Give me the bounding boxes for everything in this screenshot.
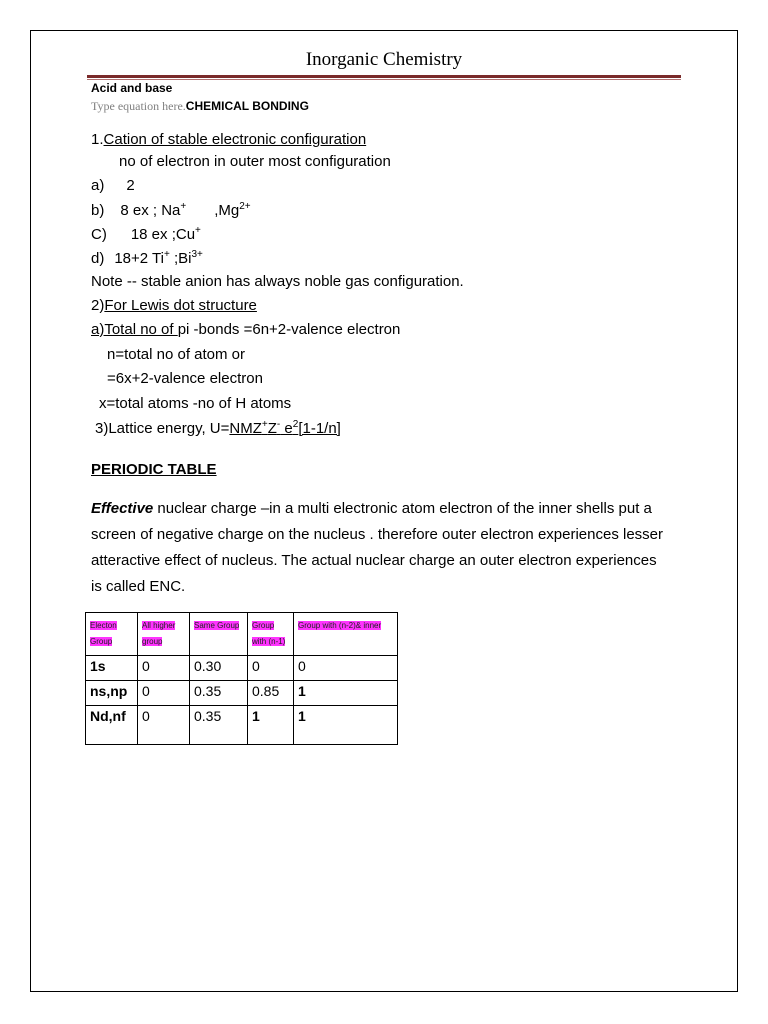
table-cell: 0	[138, 706, 190, 745]
enc-term: Effective	[91, 500, 154, 517]
table-cell: 1	[294, 706, 398, 745]
item-c-text: 18 ex ;Cu	[130, 226, 196, 243]
header-text: Group with (n-2)& inner	[298, 621, 382, 630]
equation-line	[91, 97, 309, 115]
item-c-label: C)	[91, 226, 107, 243]
section-2-x-definition: x=total atoms -no of H atoms	[99, 395, 292, 412]
item-d	[91, 249, 203, 267]
enc-definition: nuclear charge –in a multi electronic atom electron of the inner shells put a screen of negative charge on the nucleus . therefore outer electron experiences lesser atteractive effect of nucleus. The actual nuclear charge an outer electron experiences is called ENC.	[91, 500, 664, 595]
table-cell: 0.85	[248, 681, 294, 706]
table-cell: 1s	[86, 656, 138, 681]
table-cell: 0.35	[190, 706, 248, 745]
table-cell: 1	[294, 681, 398, 706]
formula-sup: +	[261, 419, 268, 430]
item-a	[91, 177, 135, 194]
table-row	[86, 706, 398, 745]
section-1-subtitle: no of electron in outer most configuration	[119, 153, 391, 170]
item-d-sup-1: +	[163, 249, 170, 260]
section-2a	[91, 321, 400, 338]
table-header-cell	[86, 613, 138, 656]
item-b	[91, 201, 251, 219]
table-cell: 0	[138, 656, 190, 681]
table-header-cell	[294, 613, 398, 656]
table-cell: 0.30	[190, 656, 248, 681]
header-text: All higher group	[142, 621, 176, 646]
section-2-n-definition: n=total no of atom or	[107, 346, 246, 363]
title-rule	[87, 75, 681, 78]
section-2-number: 2)	[91, 297, 105, 314]
table-cell: Nd,nf	[86, 706, 138, 745]
section-2-title	[91, 297, 257, 314]
table-cell: 0	[138, 681, 190, 706]
section-2a-label: a)Total no of	[91, 321, 178, 338]
table-cell: 1	[248, 706, 294, 745]
table-row	[86, 656, 398, 681]
item-d-label: d)	[91, 250, 105, 267]
document-page	[30, 30, 738, 992]
item-b-text-2: ,Mg	[214, 202, 240, 219]
item-b-sup-2: 2+	[239, 201, 251, 212]
table-cell: 0.35	[190, 681, 248, 706]
table-cell: 0	[248, 656, 294, 681]
table-header-cell	[248, 613, 294, 656]
equation-placeholder[interactable]: Type equation here.	[91, 99, 186, 113]
header-text: Electon Group	[90, 621, 117, 646]
item-c	[91, 225, 201, 243]
item-b-sup-1: +	[180, 201, 187, 212]
table-header-cell	[138, 613, 190, 656]
section-1-heading: Cation of stable electronic configuration	[103, 131, 367, 148]
formula-part: Z	[267, 420, 277, 437]
formula-part: NMZ	[229, 420, 262, 437]
section-2-heading: For Lewis dot structure	[104, 297, 257, 314]
periodic-table-heading: PERIODIC TABLE	[91, 461, 217, 478]
item-d-text: 18+2 Ti	[114, 250, 164, 267]
item-b-label: b)	[91, 202, 105, 219]
item-a-label: a)	[91, 177, 105, 194]
acid-base-heading: Acid and base	[91, 81, 173, 95]
item-d-text-2: ;Bi	[169, 250, 192, 267]
table-header-row	[86, 613, 398, 656]
section-1-number: 1.	[91, 131, 104, 148]
table-row	[86, 681, 398, 706]
formula-sup: -	[276, 419, 281, 430]
table-header-cell	[190, 613, 248, 656]
page-title: Inorganic Chemistry	[305, 49, 463, 70]
lattice-energy-formula	[229, 420, 340, 437]
chemical-bonding-heading: CHEMICAL BONDING	[185, 99, 309, 113]
item-a-value: 2	[126, 177, 135, 194]
item-c-sup: +	[195, 225, 201, 236]
formula-part: e	[280, 420, 293, 437]
section-1-title	[91, 131, 366, 148]
title-rule-thin	[87, 79, 681, 80]
lattice-energy-label: 3)Lattice energy, U=	[95, 420, 230, 437]
table-cell: 0	[294, 656, 398, 681]
table-cell: ns,np	[86, 681, 138, 706]
note-line: Note -- stable anion has always noble gas configuration.	[91, 273, 464, 290]
header-text: Group with (n-1)	[252, 621, 286, 646]
item-d-sup-2: 3+	[191, 249, 203, 260]
enc-paragraph	[91, 496, 671, 600]
item-b-text: 8 ex ; Na	[120, 202, 181, 219]
section-2a-formula: pi -bonds =6n+2-valence electron	[177, 321, 401, 338]
lattice-energy-line	[95, 419, 341, 437]
header-text: Same Group	[194, 621, 240, 630]
section-2-equation: =6x+2-valence electron	[107, 370, 263, 387]
screening-table	[85, 612, 398, 745]
formula-part: [1-1/n]	[298, 420, 341, 437]
formula-sup: 2	[292, 419, 299, 430]
